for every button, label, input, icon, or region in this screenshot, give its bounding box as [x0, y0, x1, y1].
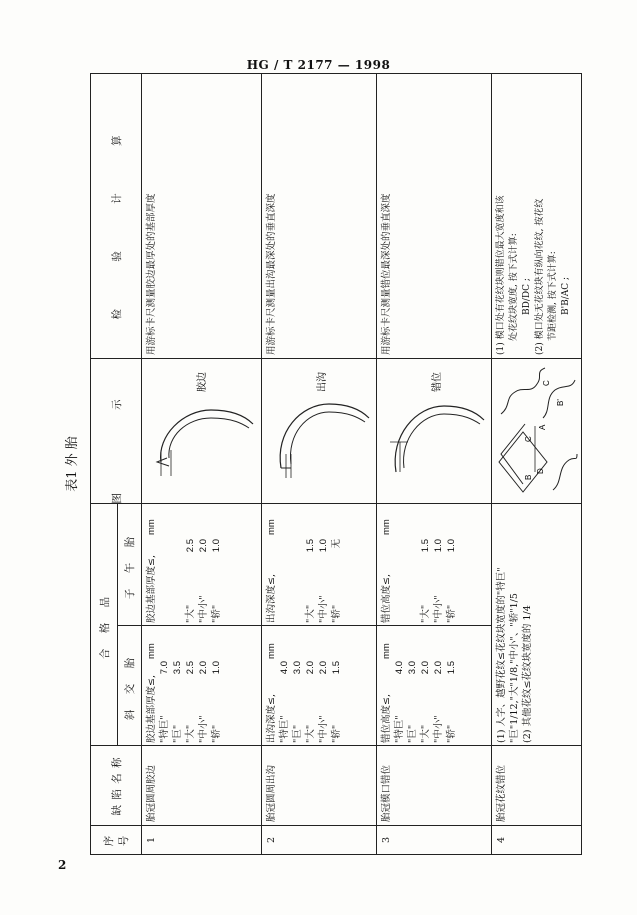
- row4-requirement: [495, 507, 534, 743]
- row4-method-line: (1) 模口处有花纹块则错位最大宽度和该: [496, 195, 506, 355]
- svg-text:D: D: [536, 468, 545, 474]
- row4-method-formula: B'B/AC ;: [561, 276, 571, 315]
- row2-bias-unit: mm: [266, 643, 277, 659]
- row4-req-line: (2) 其他花纹≤花纹块宽度的 1/4: [522, 605, 533, 743]
- row4-pattern-offset-diagram: [493, 361, 579, 502]
- row1-flash-diagram: [143, 361, 259, 502]
- row3-radial-value: 1.5: [420, 539, 431, 553]
- row3-bias-value: 3.0: [407, 661, 418, 675]
- row2-bias-value: 2.0: [318, 661, 329, 675]
- row1-defect-name: 胎冠圆周胶边: [146, 764, 157, 822]
- header-seq: 序 号: [103, 833, 130, 847]
- col-line: [117, 625, 491, 626]
- defect-table: [90, 73, 582, 855]
- svg-text:C: C: [542, 380, 551, 386]
- header-method: 检 验 计 算: [110, 113, 123, 320]
- row1-bias-key: "巨": [172, 724, 183, 743]
- row-line: [376, 74, 377, 854]
- col-line: [91, 358, 581, 359]
- row2-bias-key: "轿": [331, 724, 342, 743]
- row4-method-line: (2) 模口处无花纹块有纵向花纹, 按花纹: [535, 198, 545, 355]
- svg-text:A: A: [538, 424, 547, 430]
- page-number: 2: [58, 858, 67, 872]
- svg-text:B': B': [556, 399, 565, 406]
- rotated-table-content: [60, 73, 582, 855]
- row3-bias-key: "中小": [433, 715, 444, 743]
- row2-bias-spec: [265, 629, 343, 743]
- row2-radial-value: 1.0: [318, 539, 329, 553]
- row3-radial-label: 错位高度≤,: [381, 574, 392, 623]
- row2-method: 用游标卡尺测量出沟最深处的垂直深度: [266, 193, 277, 355]
- row3-radial-key: "轿": [446, 604, 457, 623]
- row3-radial-value: 1.0: [446, 539, 457, 553]
- row1-bias-value: 1.0: [211, 661, 222, 675]
- row1-radial-value: 2.0: [198, 539, 209, 553]
- row3-bias-value: 4.0: [394, 661, 405, 675]
- row1-bias-value: 7.0: [159, 661, 170, 675]
- row-line: [141, 74, 142, 854]
- row3-radial-value: 1.0: [433, 539, 444, 553]
- row3-radial-key: "中小": [433, 595, 444, 623]
- row2-bias-value: 4.0: [279, 661, 290, 675]
- header-qualified: 合 格 品: [98, 590, 111, 660]
- col-line: [91, 745, 581, 746]
- row1-bias-key: "大": [185, 724, 196, 743]
- header-radial: 子 午 胎: [123, 530, 136, 600]
- row1-radial-unit: mm: [146, 519, 157, 535]
- table-caption: 表1 外 胎: [65, 436, 80, 492]
- row2-groove-diagram: [263, 361, 374, 502]
- row4-seq: 4: [496, 836, 507, 844]
- header-defect-name: 缺 陷 名 称: [110, 756, 123, 816]
- row-line: [261, 74, 262, 854]
- row2-defect-name: 胎冠圆周出沟: [266, 764, 277, 822]
- row4-method: [495, 77, 573, 355]
- row3-defect-name: 胎冠模口错位: [381, 764, 392, 822]
- row2-bias-label: 出沟深度≤,: [266, 694, 277, 743]
- row2-bias-value: 2.0: [305, 661, 316, 675]
- row2-bias-value: 1.5: [331, 661, 342, 675]
- row3-bias-key: "轿": [446, 724, 457, 743]
- row2-bias-key: "大": [305, 724, 316, 743]
- row1-bias-key: "特巨": [159, 715, 170, 743]
- row2-radial-key: "轿": [331, 604, 342, 623]
- row3-bias-key: "特巨": [394, 715, 405, 743]
- row4-defect-name: 胎冠花纹错位: [496, 764, 507, 822]
- row1-radial-key: "中小": [198, 595, 209, 623]
- row1-bias-spec: [145, 629, 223, 743]
- row1-figure-label: 胶边: [197, 372, 208, 392]
- row2-radial-key: "中小": [318, 595, 329, 623]
- row1-radial-key: "轿": [211, 604, 222, 623]
- row1-method: 用游标卡尺测量胶边最厚处的基部厚度: [146, 193, 157, 355]
- row4-method-line: 节距检测, 按下式计算:: [548, 251, 558, 341]
- svg-text:B: B: [524, 474, 533, 480]
- row1-radial-spec: [145, 507, 223, 623]
- row2-bias-value: 3.0: [292, 661, 303, 675]
- row3-seq: 3: [381, 836, 392, 844]
- row4-method-formula: BD/DC ;: [522, 278, 532, 315]
- row1-radial-label: 胶边基部厚度≤,: [146, 555, 157, 623]
- row3-bias-value: 2.0: [420, 661, 431, 675]
- row2-radial-value: 无: [331, 539, 342, 549]
- row2-bias-key: "特巨": [279, 715, 290, 743]
- row2-radial-spec: [265, 507, 343, 623]
- row2-bias-key: "中小": [318, 715, 329, 743]
- row1-bias-key: "轿": [211, 724, 222, 743]
- row2-radial-label: 出沟深度≤,: [266, 574, 277, 623]
- row2-figure-label: 出沟: [317, 372, 328, 392]
- row2-bias-key: "巨": [292, 724, 303, 743]
- row2-radial-key: "大": [305, 604, 316, 623]
- row4-req-line: "巨"1/12,"大"1/8,"中小"、"轿"1/5: [509, 593, 520, 743]
- row3-radial-spec: [380, 507, 458, 623]
- row2-radial-value: 1.5: [305, 539, 316, 553]
- row3-bias-unit: mm: [381, 643, 392, 659]
- row2-radial-unit: mm: [266, 519, 277, 535]
- row1-bias-value: 2.0: [198, 661, 209, 675]
- row3-bias-label: 错位高度≤,: [381, 694, 392, 743]
- header-figure: 图 示: [110, 359, 123, 504]
- row3-bias-key: "大": [420, 724, 431, 743]
- row3-bias-spec: [380, 629, 458, 743]
- svg-text:C: C: [524, 436, 533, 442]
- row1-bias-unit: mm: [146, 643, 157, 659]
- row1-bias-value: 3.5: [172, 661, 183, 675]
- row1-bias-label: 胶边基部厚度≤,: [146, 675, 157, 743]
- row1-seq: 1: [146, 836, 157, 844]
- row2-seq: 2: [266, 836, 277, 844]
- row1-bias-value: 2.5: [185, 661, 196, 675]
- row3-radial-unit: mm: [381, 519, 392, 535]
- row1-radial-value: 1.0: [211, 539, 222, 553]
- row1-bias-key: "中小": [198, 715, 209, 743]
- row3-method: 用游标卡尺测量错位最深处的垂直深度: [381, 193, 392, 355]
- col-line: [91, 503, 581, 504]
- row3-radial-key: "大": [420, 604, 431, 623]
- standard-header: HG / T 2177 — 1998: [246, 58, 391, 72]
- header-bias: 斜 交 胎: [123, 651, 136, 721]
- row1-radial-value: 2.5: [185, 539, 196, 553]
- row-line: [491, 74, 492, 854]
- row4-req-line: (1) 人字、越野花纹≤花纹块宽度的"特巨": [496, 567, 507, 743]
- row1-radial-key: "大": [185, 604, 196, 623]
- row3-figure-label: 错位: [432, 372, 443, 392]
- row4-method-line: 处花纹块宽度, 按下式计算:: [509, 233, 519, 341]
- row3-bias-value: 2.0: [433, 661, 444, 675]
- row3-bias-value: 1.5: [446, 661, 457, 675]
- row3-bias-key: "巨": [407, 724, 418, 743]
- row3-offset-diagram: [378, 361, 489, 502]
